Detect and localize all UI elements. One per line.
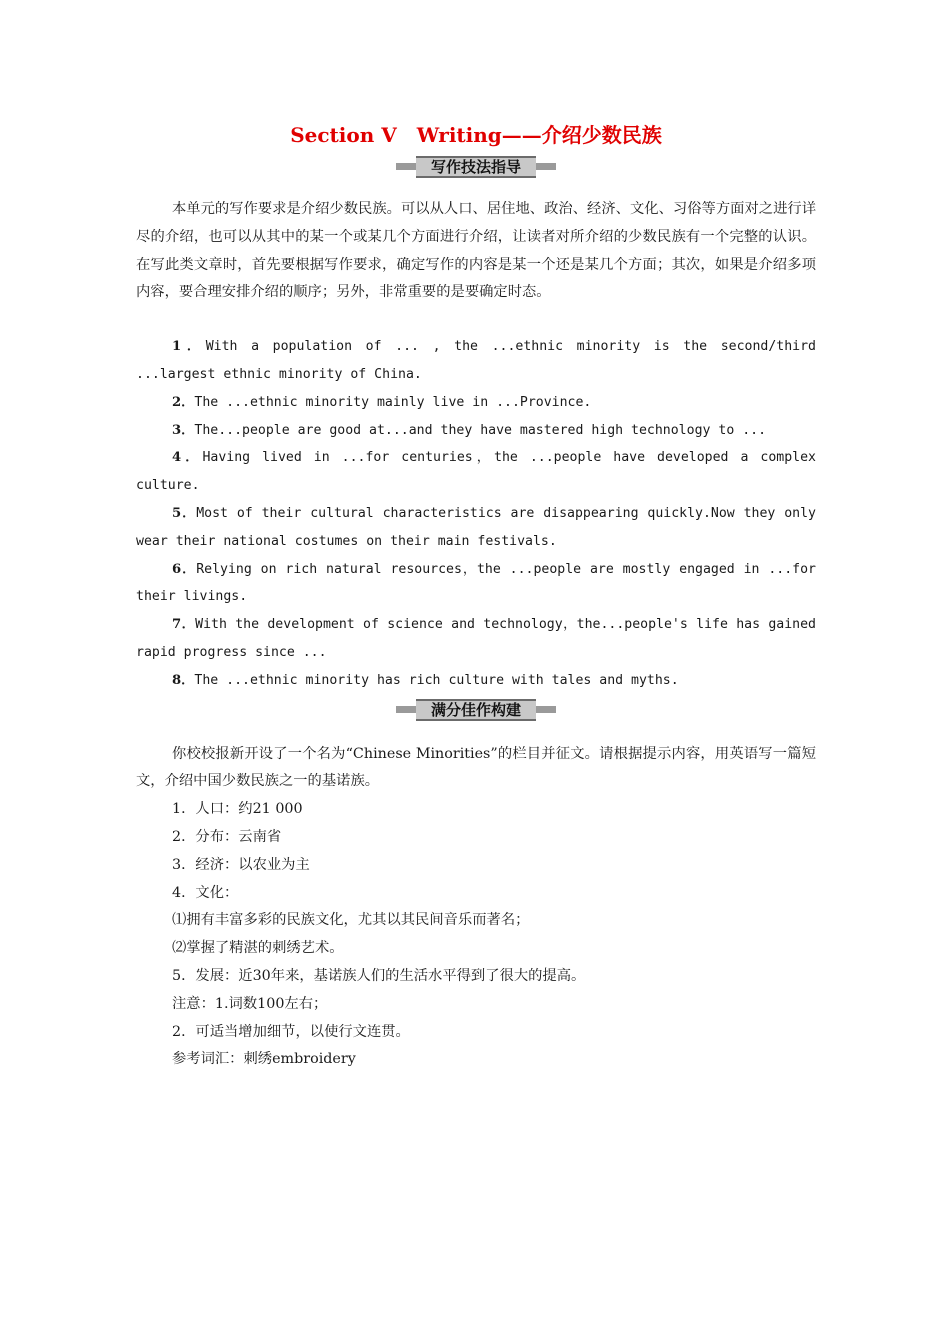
- sentence-item: 5．Most of their cultural characteristics are disappearing quickly.Now they only wear their national costumes on their main festivals.: [136, 505, 816, 549]
- task-note: 注意：1.词数100左右；: [172, 995, 328, 1012]
- banner-label: 满分佳作构建: [416, 699, 536, 721]
- sentence-item: 8．The ...ethnic minority has rich culture with tales and myths.: [172, 672, 679, 688]
- sentence-list: [136, 333, 816, 694]
- sentence-item: 2．The ...ethnic minority mainly live in ...Province.: [172, 394, 592, 410]
- task-point: 3．经济：以农业为主: [172, 856, 310, 873]
- banner-left-bar: [396, 163, 418, 170]
- sentence-item: 1．With a population of ... , the ...ethnic minority is the second/third ...largest ethnic minority of China.: [136, 339, 816, 382]
- task-point: ⑴拥有丰富多彩的民族文化，尤其以其民间音乐而著名；: [172, 912, 530, 929]
- page-title: Section Ⅴ Writing——介绍少数民族: [290, 123, 662, 147]
- section-banner-model-essay: [396, 699, 556, 721]
- vocabulary-hint: 参考词汇：刺绣embroidery: [172, 1051, 356, 1068]
- sentence-item: 4．Having lived in ...for centuries，the ...people have developed a complex culture.: [136, 450, 816, 494]
- task-points: [136, 796, 816, 1074]
- section-banner-writing-tips: [396, 156, 556, 178]
- sentence-item: 6．Relying on rich natural resources，the ...people are mostly engaged in ...for their livings.: [136, 561, 816, 605]
- banner-label: 写作技法指导: [416, 156, 536, 178]
- sentence-item: 7．With the development of science and technology，the...people's life has gained rapid progress since ...: [136, 617, 816, 660]
- intro-paragraph: 本单元的写作要求是介绍少数民族。可以从人口、居住地、政治、经济、文化、习俗等方面对之进行详尽的介绍，也可以从其中的某一个或某几个方面进行介绍，让读者对所介绍的少数民族有一个完整的认识。在写此类文章时，首先要根据写作要求，确定写作的内容是某一个还是某几个方面；其次，如果是介绍多项内容，要合理安排介绍的顺序；另外，非常重要的是要确定时态。: [136, 201, 816, 301]
- task-point: 2．分布：云南省: [172, 828, 282, 845]
- sentence-item: 3．The...people are good at...and they have mastered high technology to ...: [172, 422, 767, 438]
- banner-right-bar: [534, 706, 556, 713]
- banner-left-bar: [396, 706, 418, 713]
- document-page: [136, 118, 816, 1074]
- task-point: 4．文化：: [172, 884, 239, 901]
- banner-right-bar: [534, 163, 556, 170]
- task-point: 5．发展：近30年来，基诺族人们的生活水平得到了很大的提高。: [172, 967, 586, 984]
- task-point: 1．人口：约21 000: [172, 801, 303, 818]
- task-point: ⑵掌握了精湛的刺绣艺术。: [172, 940, 344, 957]
- task-prompt: 你校校报新开设了一个名为“Chinese Minorities”的栏目并征文。请根据提示内容，用英语写一篇短文，介绍中国少数民族之一的基诺族。: [136, 745, 816, 790]
- task-note: 2．可适当增加细节，以使行文连贯。: [172, 1023, 410, 1040]
